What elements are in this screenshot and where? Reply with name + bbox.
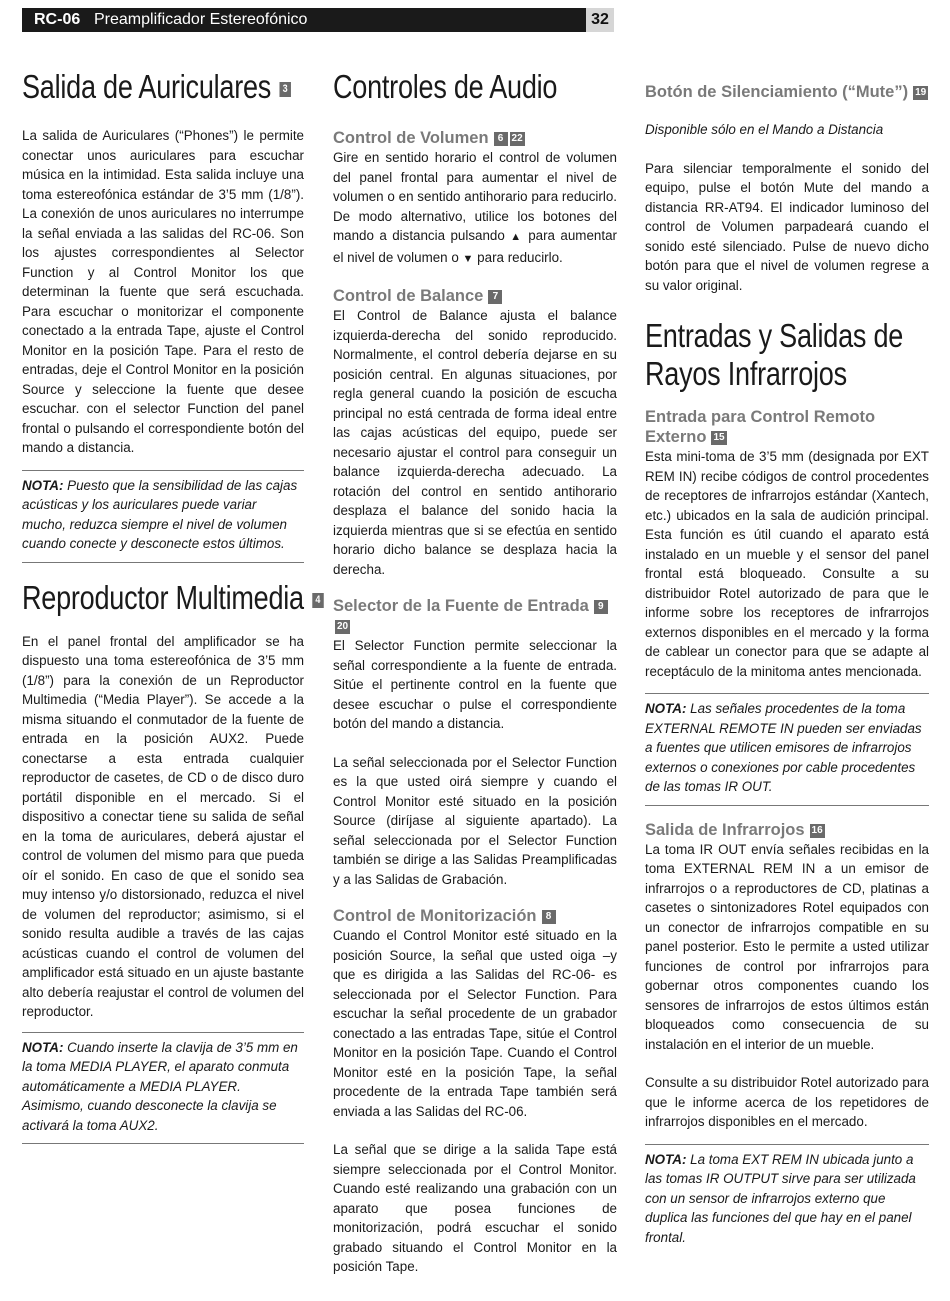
subheading-volume-text: Control de Volumen <box>333 129 489 147</box>
subheading-monitor <box>333 906 617 926</box>
subheading-balance-text: Control de Balance <box>333 287 484 305</box>
subheading-mute-text: Botón de Silenciamiento (“Mute”) <box>645 83 909 101</box>
down-arrow-icon: ▼ <box>462 252 474 265</box>
ref-badge: 3 <box>279 82 290 97</box>
ref-badge: 16 <box>811 824 823 836</box>
subheading-external-remote <box>645 407 929 447</box>
heading-headphones <box>22 68 288 106</box>
ref-badge: 4 <box>312 593 323 608</box>
page-header <box>22 8 614 32</box>
note-label: NOTA: <box>645 701 687 716</box>
subheading-volume <box>333 128 617 148</box>
subheading-input-selector-text: Selector de la Fuente de Entrada <box>333 597 589 615</box>
paragraph-headphones: La salida de Auriculares (“Phones”) le permite conectar unos auriculares para escuchar música en la intimidad. Esta salida incluye una toma estereofónica estándar de 3’5 mm (1/8”). La conexión de unos auriculares no interrumpe la señal enviada a las salidas del RC-06. Son los ajustes correspondientes al Selector Function y al Control Monitor los que determinan la fuente que será escuchada. Para escuchar o monitorizar el componente conectado a la entrada Tape, ajuste el Control Monitor en la posición Tape. Para el resto de entradas, deje el Control Monitor en la posición Source y seleccione la fuente que desee escuchar. con el selector Function del panel frontal o pulsando el correspondiente botón del mando a distancia. <box>22 128 304 455</box>
paragraph-monitor-2: La señal que se dirige a la salida Tape está siempre seleccionada por el Control Monitor. Cuando esté realizando una grabación con un aparato que posea funciones de monitorización, podrá escuchar el sonido grabado situando el Control Monitor en la posición Tape. <box>333 1142 617 1274</box>
column-2 <box>333 60 617 1277</box>
up-arrow-icon: ▲ <box>510 231 523 243</box>
heading-headphones-text: Salida de Auriculares <box>22 68 272 105</box>
note-text: Las señales procedentes de la toma EXTERNAL REMOTE IN pueden ser enviadas a fuentes que utilicen emisores de infrarrojos externos o conexiones por cable procedentes de las tomas IR OUT. <box>645 701 922 794</box>
ref-badge: 15 <box>713 432 725 443</box>
page-number: 32 <box>586 8 614 32</box>
subheading-mute <box>645 82 929 102</box>
note-text: La toma EXT REM IN ubicada junto a las tomas IR OUTPUT sirve para ser utilizada con un sensor de infrarrojos externo que duplica las funciones del que hay en el panel frontal. <box>645 1151 916 1245</box>
paragraph-ir-output-2: Consulte a su distribuidor Rotel autorizado para que le informe acerca de los repetidores de infrarrojos disponibles en el mercado. <box>645 1075 929 1129</box>
subheading-ir-output <box>645 820 929 840</box>
ref-badge: 6 <box>494 132 508 146</box>
paragraph-input-selector-2: La señal seleccionada por el Selector Function es la que usted oirá siempre y cuando el Control Monitor esté situado en la posición Source (diríjase al siguiente apartado). La señal seleccionada por el Selector Function también se dirige a las Salidas Preamplificadas y a las Salidas de Grabación. <box>333 754 617 887</box>
subheading-external-remote-text: Entrada para Control Remoto Externo <box>645 408 876 446</box>
header-title: Preamplificador Estereofónico <box>94 11 308 28</box>
paragraph-volume <box>333 148 617 269</box>
column-1 <box>22 60 321 1144</box>
column-3 <box>645 60 929 1255</box>
ref-badge: 7 <box>488 290 502 304</box>
note-label: NOTA: <box>645 1151 687 1167</box>
heading-infrared: Entradas y Salidas de Rayos Infrarrojos <box>645 317 904 392</box>
ref-badge: 9 <box>594 600 608 614</box>
subheading-input-selector <box>333 596 617 636</box>
note-label: NOTA: <box>22 477 64 493</box>
volume-text-a: Gire en sentido horario el control de volumen del panel frontal para aumentar el nivel de volumen o en sentido antihorario para reducirlo. De modo alternativo, utilice los botones del mando a distancia pulsando <box>333 150 617 243</box>
note-box-3 <box>645 693 929 806</box>
note-text: Puesto que la sensibilidad de las cajas acústicas y los auriculares puede variar mucho, reduzca siempre el nivel de volumen cuando conecte y desconecte estos últimos. <box>22 477 298 551</box>
paragraph-mute: Para silenciar temporalmente el sonido del equipo, pulse el botón Mute del mando a distancia RR-AT94. El indicador luminoso del control de Volumen parpadeará cuando el sonido esté silenciado. Pulse de nuevo dicho botón para que el nivel de volumen regrese a su valor original. <box>645 160 929 293</box>
note-box-1 <box>22 470 304 563</box>
note-box-4 <box>645 1144 929 1256</box>
header-brand: RC-06 <box>34 11 81 28</box>
paragraph-balance: El Control de Balance ajusta el balance izquierda-derecha del sonido reproducido. Normalmente, el control debería dejarse en su posición central. En algunas situaciones, por regla general cuando la posición de escucha principal no está centrada de forma ideal entre las cajas acústicas del equipo, puede ser necesario ajustar el control para conseguir un balance izquierda-derecha adecuado. La rotación del control en sentido antihorario desplaza el balance del sonido hacia la izquierda mientras que si se efectúa en sentido horario dicho balance se desplaza hacia la derecha. <box>333 308 617 577</box>
heading-media-player-text: Reproductor Multimedia <box>22 578 304 616</box>
paragraph-ir-output-1: La toma IR OUT envía señales recibidas en la toma EXTERNAL REM IN a un emisor de infrarrojos o a reproductores de CD, platinas a casetes o sintonizadores Rotel equipados con un conector de infrarrojos compatible en su panel posterior. Esto le permite a usted utilizar funciones de control por infrarrojos para gobernar otros componentes cuando los sensores de infrarrojos de estos últimos están bloqueados como consecuencia de su instalación en el interior de un mueble. <box>645 841 929 1052</box>
ref-badge: 8 <box>542 910 556 924</box>
remote-only-note: Disponible sólo en el Mando a Distancia <box>645 122 884 137</box>
subheading-monitor-text: Control de Monitorización <box>333 907 537 925</box>
volume-text-c: para reducirlo. <box>477 249 563 265</box>
note-label: NOTA: <box>22 1039 64 1055</box>
volume-text-b: para aumentar el nivel de volumen o <box>333 228 617 265</box>
paragraph-input-selector-1: El Selector Function permite seleccionar la señal correspondiente a la fuente de entrada. Sitúe el pertinente control en la fuente que desee escuchar o pulse el correspondiente botón del mando a distancia. <box>333 638 617 731</box>
paragraph-external-remote: Esta mini-toma de 3’5 mm (designada por EXT REM IN) recibe códigos de control procedentes de receptores de infrarrojos estándar (Xantech, etc.) ubicados en la sala de audición principal. Esta función es útil cuando el aparato está instalado en un mueble y el sensor del panel frontal está bloqueado. Consulte a su distribuidor Rotel autorizado de para que le informe sobre los receptores de infrarrojos externos disponibles en el mercado y la forma de cablear un conector para que se adapte al receptáculo de la minitoma antes mencionada. <box>645 449 929 679</box>
ref-badge: 22 <box>511 133 523 144</box>
subheading-ir-output-text: Salida de Infrarrojos <box>645 820 805 839</box>
heading-media-player <box>22 578 321 617</box>
paragraph-media-player: En el panel frontal del amplificador se ha dispuesto una toma estereofónica de 3’5 mm (1/8”) para la conexión de un Reproductor Multimedia (“Media Player”). Se accede a la misma situando el conmutador de la fuente de entrada en la posición AUX2. Puede conectarse a esta entrada cualquier reproductor de casetes, de CD o de disco duro portátil disponible en el mercado. Si el dispositivo a conectar tiene su salida de señal en la toma de auriculares, deberá ajustar el control de volumen del mismo para que pueda oír el sonido. En caso de que el sonido sea muy intenso y/o distorsionado, reduzca el nivel de volumen del reproductor; asimismo, si el sonido resulta audible a través de las cajas acústicas cuando el control de volumen del amplificador está situado en un ajuste bastante alto debería reajustar el control de volumen del reproductor. <box>22 633 304 1019</box>
subheading-balance <box>333 286 617 306</box>
ref-badge: 20 <box>337 621 349 632</box>
note-text: Cuando inserte la clavija de 3’5 mm en la toma MEDIA PLAYER, el aparato conmuta automáticamente a MEDIA PLAYER. Asimismo, cuando desconecte la clavija se activará la toma AUX2. <box>22 1039 298 1133</box>
ref-badge: 19 <box>915 87 927 98</box>
note-box-2 <box>22 1032 304 1145</box>
paragraph-monitor-1: Cuando el Control Monitor esté situado en la posición Source, la señal que usted oiga –y que es dirigida a las Salidas del RC-06- es seleccionada por el Selector Function. Para escuchar la señal procedente de un grabador conectado a las entradas Tape, sitúe el Control Monitor en la posición Tape. Cuando el Control Monitor esté en la posición Tape, la señal procedente de la entrada Tape también será enviada a las Salidas del RC-06. <box>333 928 617 1119</box>
heading-audio-controls: Controles de Audio <box>333 68 558 105</box>
